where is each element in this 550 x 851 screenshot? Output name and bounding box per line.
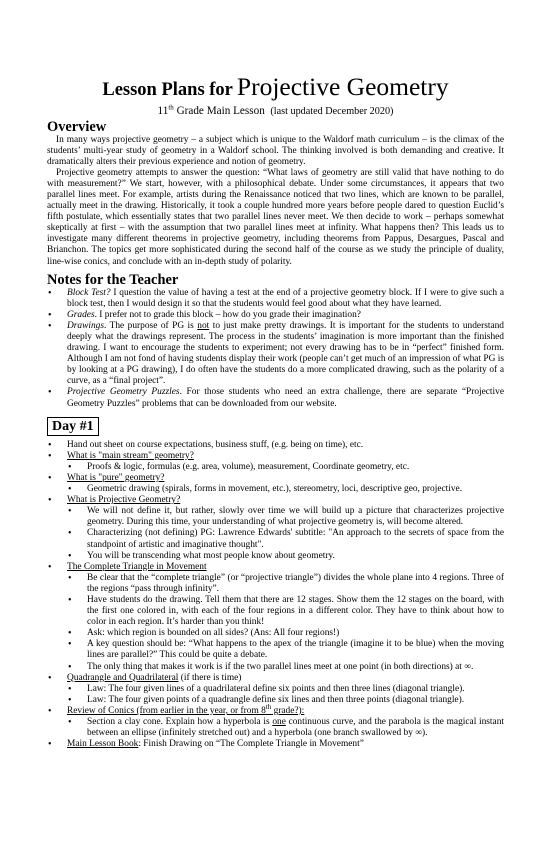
overview-heading: Overview (47, 118, 107, 135)
puzzles-label: Projective Geometry Puzzles (67, 387, 180, 398)
drawings-not: not (197, 320, 210, 331)
grade-rest: Grade Main Lesson (173, 104, 265, 117)
list-item (47, 739, 504, 750)
list-item (47, 321, 504, 388)
list-item: • Have students do the drawing. Tell them that there are 12 stages. Show them the 12 stages on the board, with the first one colored in, with each of the four regions in a different color. They have to think about how to color in each region. It’s harder than you think! (67, 595, 504, 628)
block-test-text: I question the value of having a test at the end of a projective geometry block. If I were to give such a block test, then I would design it so that the students would feel good about what they have learned. (67, 287, 505, 309)
sub-list (67, 684, 504, 706)
grades-text: . I prefer not to grade this block – how do you grade their imagination? (94, 309, 361, 320)
list-item (67, 717, 504, 739)
list-item (47, 310, 504, 321)
list-item: • Be clear that the “complete triangle” (or “projective triangle”) divides the whole plane into 4 regions. Three of the regions “pass through infinity”. (67, 573, 504, 595)
overview-text (47, 135, 504, 268)
pure-heading: What is "pure" geometry? (67, 472, 165, 483)
conics-text: Review of Conics (from earlier in the year, or from 8 (67, 705, 266, 716)
list-item: • Law: The four given points of a quadrangle define six lines and then three points (diagonal triangle). (67, 695, 504, 706)
title-prefix: Lesson Plans for (102, 80, 233, 100)
list-item: • We will not define it, but rather, slowly over time we will build up a picture that characterizes projective geometry. During this time, your understanding of what projective geometry is, will become altered. (67, 506, 504, 528)
list-item (47, 451, 504, 473)
list-item (47, 495, 504, 562)
page (0, 74, 550, 851)
conics-heading (67, 702, 305, 716)
list-item (47, 562, 504, 673)
list-item: • Hand out sheet on course expectations, business stuff, (e.g. being on time), etc. (47, 440, 504, 451)
puzzles-text: . For those students who need an extra challenge, there are separate “Projective Geometry Puzzles” problems that can be downloaded from our website. (67, 387, 504, 409)
whatis-heading: What is Projective Geometry? (67, 495, 181, 506)
mlb-label: Main Lesson Book (67, 739, 139, 750)
list-item: • You will be transcending what most people know about geometry. (67, 551, 504, 562)
list-item: • A key question should be: “What happens to the apex of the triangle (imagine it to be blue) when the moving lines are parallel?” This could be quite a debate. (67, 639, 504, 661)
grades-label: Grades (67, 309, 95, 320)
list-item (47, 673, 504, 706)
overview-paragraph-1: In many ways projective geometry – a subject which is unique to the Waldorf math curriculum – is the climax of the students’ multi-year study of geometry in a Waldorf school. The thinking involved is both demanding and creative. It dramatically alters their previous experience and notion of geometry. (47, 134, 504, 167)
conics-sub-b: continuous curve, and the parabola is the magical instant between an ellipse (infinitely stretched out) and a hyperbola (one branch swallowed by ∞). (87, 717, 504, 739)
grade-num: 11 (157, 104, 169, 117)
list-item: • Ask: which region is bounded on all sides? (Ans: All four regions!) (67, 628, 504, 639)
sub-list (67, 484, 504, 495)
quad-heading: Quadrangle and Quadrilateral (67, 672, 179, 683)
day1-list (47, 440, 504, 751)
drawings-label: Drawings (67, 320, 104, 331)
overview-paragraph-2: Projective geometry attempts to answer the question: “What laws of geometry are still valid that have nothing to do with measurement?” We start, however, with a philosophical debate. Under some circumstances, it appears that two parallel lines meet. For example, artists during the Renaissance noticed that two lines, which are known to be parallel, actually meet in the drawing. Historically, it took a couple hundred more years before people dared to question Euclid’s fifth postulate, which essentially states that two parallel lines never meet. We then decide to work – perhaps somewhat skeptically at first – with the assumption that two parallel lines meet at infinity. What happens then? This leads us to investigate many different theorems in projective geometry, including theorems from Pappus, Desargues, Pascal and Brianchon. The topics get more sophisticated during the second half of the course as we study the principle of duality, line-wise conics, and conclude with an in-depth study of polarity. (47, 167, 504, 267)
title-main: Projective Geometry (236, 72, 449, 101)
list-item: • The only thing that makes it work is if the two parallel lines meet at one point (in both directions) at ∞. (67, 662, 504, 673)
sub-list (67, 573, 504, 673)
subtitle (47, 102, 504, 117)
quad-note: (if there is time) (178, 672, 242, 683)
list-item: • Geometric drawing (spirals, forms in movement, etc.), stereometry, loci, descriptive geo, projective. (67, 484, 504, 495)
mainstream-link: What is "main stream" geometry? (67, 450, 194, 461)
updated-date: (last updated December 2020) (270, 105, 394, 117)
list-item (47, 288, 504, 310)
sub-list (67, 462, 504, 473)
drawings-text-a: . The purpose of PG is (104, 320, 198, 331)
list-item (47, 702, 504, 739)
block-test-label: Block Test? (67, 287, 111, 298)
list-item: • Proofs & logic, formulas (e.g. area, volume), measurement, Coordinate geometry, etc. (67, 462, 504, 473)
day1-heading: Day #1 (47, 417, 99, 436)
conics-sup: th (265, 702, 272, 711)
sub-list (67, 506, 504, 561)
list-item (47, 473, 504, 495)
list-item (47, 387, 504, 409)
conics-end: grade?): (271, 705, 305, 716)
page-title (47, 74, 504, 100)
sub-list (67, 717, 504, 739)
notes-heading: Notes for the Teacher (47, 271, 179, 288)
drawings-text-b: to just make pretty drawings. It is important for the students to understand deeply what the drawings represent. The process in the students’ imagination is more important than the finished drawing. I want to encourage the students to experiment; not every drawing has to be in “perfect” finished form. Although I am not fond of having students display their work (people can’t get much of an impression of what PG is by looking at a PG drawing), I do often have the students do a more complicated drawing, such as the polarity of a curve, as a “final project”. (67, 320, 504, 387)
notes-list (47, 288, 504, 410)
conics-sub-a: Section a clay cone. Explain how a hyperbola is (87, 717, 273, 727)
triangle-heading: The Complete Triangle in Movement (67, 561, 207, 572)
list-item: • Law: The four given lines of a quadrilateral define six points and then three lines (diagonal triangle). (67, 684, 504, 695)
grade-sup: th (168, 102, 174, 111)
conics-one: one (272, 717, 286, 727)
list-item: • Characterizing (not defining) PG: Lawrence Edwards' subtitle: "An approach to the secrets of space from the standpoint of artistic and imaginative thought". (67, 528, 504, 550)
mlb-text: : Finish Drawing on “The Complete Triangle in Movement” (138, 739, 364, 750)
